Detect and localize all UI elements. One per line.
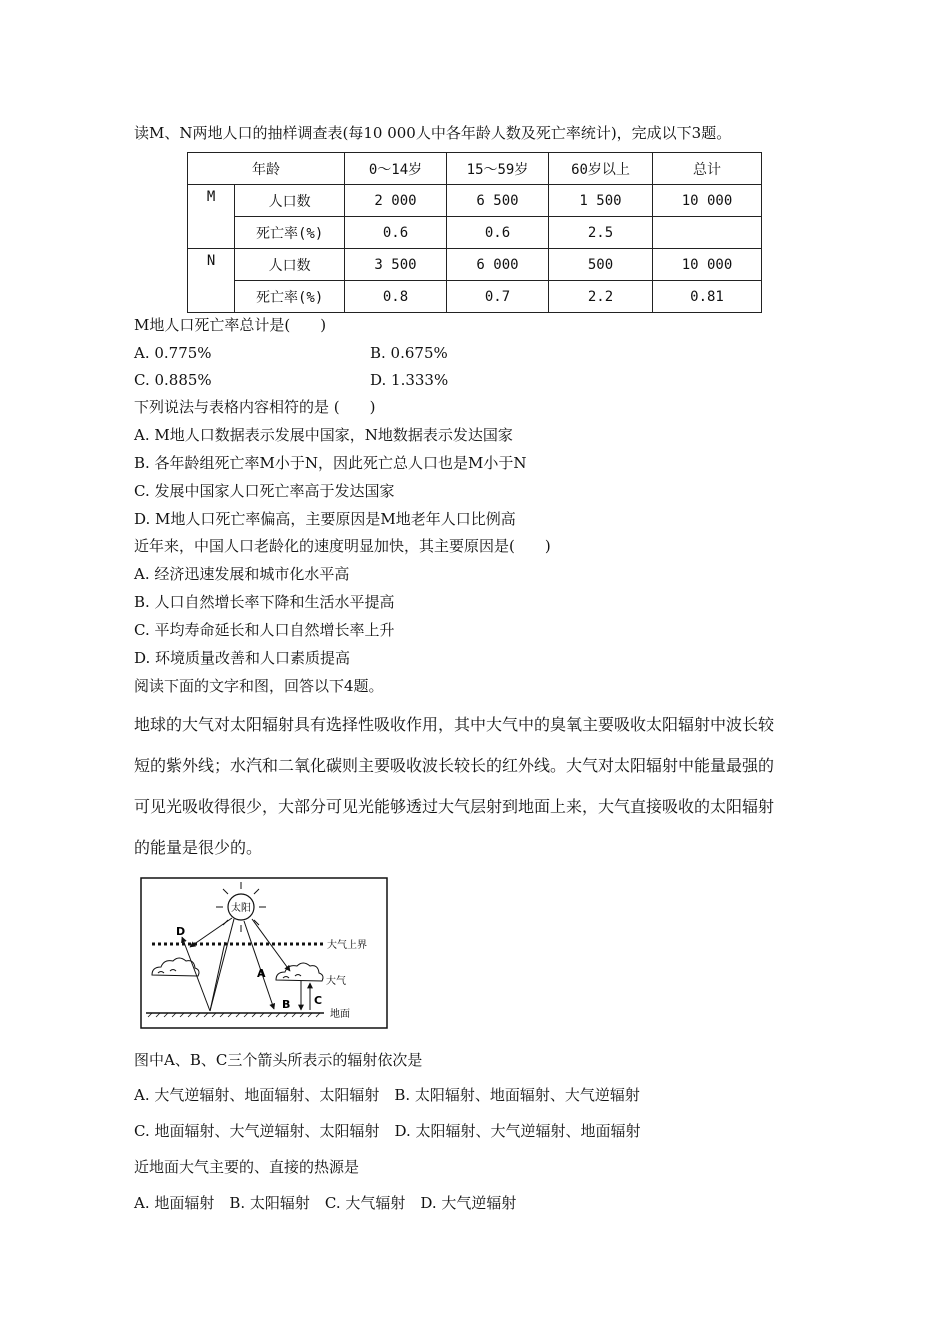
table-cell: 2.5	[549, 217, 653, 249]
q3-option-b: B. 人口自然增长率下降和生活水平提高	[134, 593, 395, 611]
atmos-top-label: 大气上界	[327, 940, 367, 951]
passage-line: 短的紫外线；水汽和二氧化碳则主要吸收波长较长的红外线。大气对太阳辐射中能量最强的	[134, 756, 775, 775]
table-cell: 2.2	[549, 281, 653, 313]
label-d: D	[176, 925, 186, 938]
q5-stem: 近地面大气主要的、直接的热源是	[134, 1158, 360, 1176]
table-cell: 10 000	[653, 185, 762, 217]
q2-option-c: C. 发展中国家人口死亡率高于发达国家	[134, 482, 395, 500]
q5-options-line1: A. 地面辐射 B. 太阳辐射 C. 大气辐射 D. 大气逆辐射	[134, 1194, 517, 1212]
passage-line: 可见光吸收得很少，大部分可见光能够透过大气层射到地面上来，大气直接吸收的太阳辐射	[134, 797, 775, 816]
q3-stem: 近年来，中国人口老龄化的速度明显加快，其主要原因是( )	[134, 537, 551, 555]
ground-label: 地面	[330, 1009, 350, 1020]
table-intro: 读M、N两地人口的抽样调查表(每10 000人中各年龄人数及死亡率统计)，完成以下3题。	[134, 124, 732, 142]
table-cell: 0.8	[345, 281, 447, 313]
table-row-label: 人口数	[235, 185, 345, 217]
q2-option-d: D. M地人口死亡率偏高，主要原因是M地老年人口比例高	[134, 510, 516, 528]
q3-option-d: D. 环境质量改善和人口素质提高	[134, 649, 351, 667]
q4-stem: 图中A、B、C三个箭头所表示的辐射依次是	[134, 1051, 423, 1069]
table-row-label: 死亡率(%)	[235, 217, 345, 249]
table-region-n: N	[188, 249, 235, 313]
table-cell: 10 000	[653, 249, 762, 281]
table-row-label: 死亡率(%)	[235, 281, 345, 313]
radiation-diagram	[140, 877, 388, 1029]
diagram-frame	[141, 878, 387, 1028]
table-cell: 0.6	[447, 217, 549, 249]
table-cell: 500	[549, 249, 653, 281]
label-a: A	[257, 967, 266, 980]
label-b: B	[282, 998, 291, 1011]
table-cell: 3 500	[345, 249, 447, 281]
table-header-0-14: 0～14岁	[345, 153, 447, 185]
table-region-m: M	[188, 185, 235, 249]
table-header-60plus: 60岁以上	[549, 153, 653, 185]
table-header-age: 年龄	[188, 153, 345, 185]
passage-line: 地球的大气对太阳辐射具有选择性吸收作用，其中大气中的臭氧主要吸收太阳辐射中波长较	[134, 715, 775, 734]
q4-options-line2: C. 地面辐射、大气逆辐射、太阳辐射 D. 太阳辐射、大气逆辐射、地面辐射	[134, 1122, 641, 1140]
table-cell: 6 500	[447, 185, 549, 217]
q1-option-d: D. 1.333%	[370, 371, 449, 389]
q4-options-line1: A. 大气逆辐射、地面辐射、太阳辐射 B. 太阳辐射、地面辐射、大气逆辐射	[134, 1086, 640, 1104]
table-row-label: 人口数	[235, 249, 345, 281]
table-cell: 2 000	[345, 185, 447, 217]
table-cell: 0.81	[653, 281, 762, 313]
label-c: C	[314, 994, 323, 1007]
table-cell: 6 000	[447, 249, 549, 281]
table-header-15-59: 15～59岁	[447, 153, 549, 185]
table-cell: 0.7	[447, 281, 549, 313]
q1-stem: M地人口死亡率总计是( )	[134, 316, 327, 334]
q2-option-a: A. M地人口数据表示发展中国家，N地数据表示发达国家	[134, 426, 513, 444]
population-table	[187, 152, 762, 313]
q2-option-b: B. 各年龄组死亡率M小于N，因此死亡总人口也是M小于N	[134, 454, 527, 472]
table-cell: 0.6	[345, 217, 447, 249]
q1-option-c: C. 0.885%	[134, 371, 212, 389]
q1-option-b: B. 0.675%	[370, 344, 448, 362]
table-cell	[653, 217, 762, 249]
sun-label: 太阳	[231, 903, 251, 914]
q1-option-a: A. 0.775%	[134, 344, 212, 362]
table-cell: 1 500	[549, 185, 653, 217]
table-header-total: 总计	[653, 153, 762, 185]
q2-stem: 下列说法与表格内容相符的是 ( )	[134, 398, 376, 416]
section-intro: 阅读下面的文字和图，回答以下4题。	[134, 677, 384, 695]
atmos-label: 大气	[326, 976, 346, 987]
q3-option-a: A. 经济迅速发展和城市化水平高	[134, 565, 350, 583]
passage-line: 的能量是很少的。	[134, 838, 263, 857]
q3-option-c: C. 平均寿命延长和人口自然增长率上升	[134, 621, 395, 639]
